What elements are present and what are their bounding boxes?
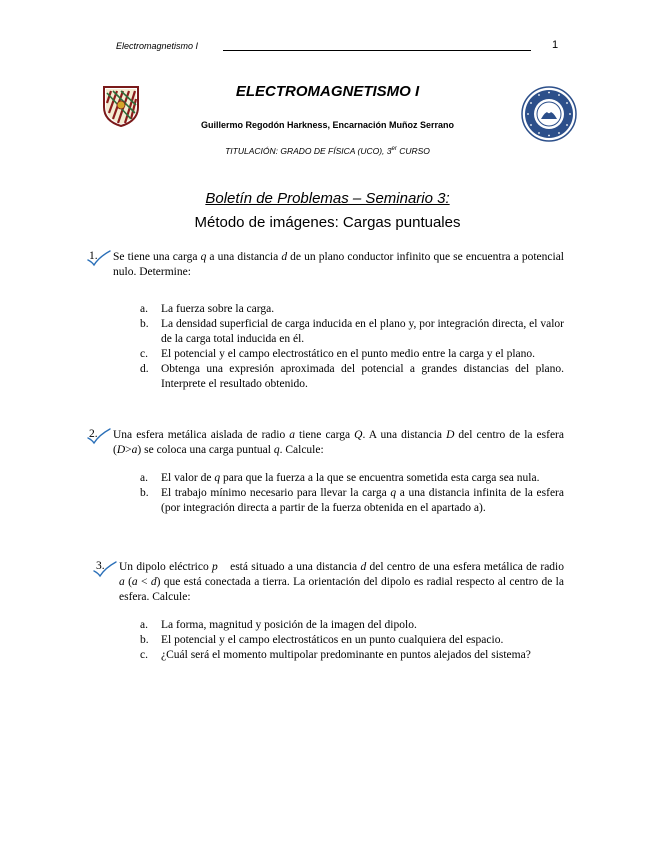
problem-1-number: 1. bbox=[89, 250, 98, 262]
problem-3-item bbox=[140, 633, 564, 648]
problem-1-item bbox=[140, 317, 564, 347]
item-letter: b. bbox=[140, 487, 149, 499]
item-text: Obtenga una expresión aproximada del potencial a grandes distancias del plano. Interprete el resultado obtenido. bbox=[161, 363, 564, 390]
item-letter: a. bbox=[140, 619, 148, 631]
degree-superscript: er bbox=[391, 146, 397, 153]
item-text: El trabajo mínimo necesario para llevar la carga q a una distancia infinita de la esfera (por integración directa a partir de la fuerza obtenida en el apartado a). bbox=[161, 487, 564, 514]
problem-3-items bbox=[140, 618, 564, 663]
degree-prefix: TITULACIÓN: GRADO DE FÍSICA (UCO), 3 bbox=[225, 146, 392, 156]
problem-1-items bbox=[140, 302, 564, 392]
item-text: El potencial y el campo electrostáticos en un punto cualquiera del espacio. bbox=[161, 634, 504, 646]
problem-2-number: 2. bbox=[89, 428, 98, 440]
item-text: La densidad superficial de carga inducida en el plano y, por integración directa, el valor de la carga total inducida en él. bbox=[161, 318, 564, 345]
item-letter: a. bbox=[140, 303, 148, 315]
item-text: El potencial y el campo electrostático en el punto medio entre la carga y el plano. bbox=[161, 348, 536, 360]
bulletin-subtitle: Método de imágenes: Cargas puntuales bbox=[194, 214, 461, 231]
page-number: 1 bbox=[552, 39, 559, 51]
degree-suffix: CURSO bbox=[396, 146, 430, 156]
problem-2-item bbox=[140, 486, 564, 516]
item-letter: b. bbox=[140, 318, 149, 330]
problem-2-items bbox=[140, 471, 564, 516]
item-text: ¿Cuál será el momento multipolar predominante en puntos alejados del sistema? bbox=[161, 649, 531, 661]
bulletin-title: Boletín de Problemas – Seminario 3: bbox=[205, 190, 450, 207]
problem-3-item bbox=[140, 618, 564, 633]
problem-3-item bbox=[140, 648, 564, 663]
item-text: La forma, magnitud y posición de la imagen del dipolo. bbox=[161, 619, 417, 631]
problem-1-item bbox=[140, 362, 564, 392]
problem-1 bbox=[113, 250, 564, 392]
problem-3-number: 3. bbox=[96, 560, 105, 572]
item-letter: b. bbox=[140, 634, 149, 646]
item-letter: a. bbox=[140, 472, 148, 484]
problem-3-statement: Un dipolo eléctrico p⃗ está situado a una distancia d del centro de una esfera metálica de radio a (a < d) que está conectada a tierra. La orientación del dipolo es radial respecto al centro de la esfera. Calcule: bbox=[119, 561, 565, 603]
item-letter: c. bbox=[140, 649, 148, 661]
problem-2-statement: Una esfera metálica aislada de radio a tiene carga Q. A una distancia D del centro de la esfera (D>a) se coloca una carga puntual q. Calcule: bbox=[113, 429, 564, 456]
item-letter: c. bbox=[140, 348, 148, 360]
authors-line: Guillermo Regodón Harkness, Encarnación Muñoz Serrano bbox=[200, 120, 455, 130]
problem-2 bbox=[113, 428, 564, 516]
running-header-title: Electromagnetismo I bbox=[116, 41, 199, 51]
item-letter: d. bbox=[140, 363, 149, 375]
degree-line bbox=[0, 146, 655, 156]
problem-1-statement: Se tiene una carga q a una distancia d de un plano conductor infinito que se encuentra a potencial nulo. Determine: bbox=[113, 251, 565, 278]
item-text: La fuerza sobre la carga. bbox=[161, 303, 275, 315]
header-rule bbox=[223, 50, 531, 51]
problem-3 bbox=[119, 560, 564, 663]
document-title: ELECTROMAGNETISMO I bbox=[235, 83, 420, 100]
problem-1-item bbox=[140, 302, 564, 317]
problem-2-item bbox=[140, 471, 564, 486]
item-text: El valor de q para que la fuerza a la que se encuentra sometida esta carga sea nula. bbox=[161, 472, 540, 484]
problem-1-item bbox=[140, 347, 564, 362]
